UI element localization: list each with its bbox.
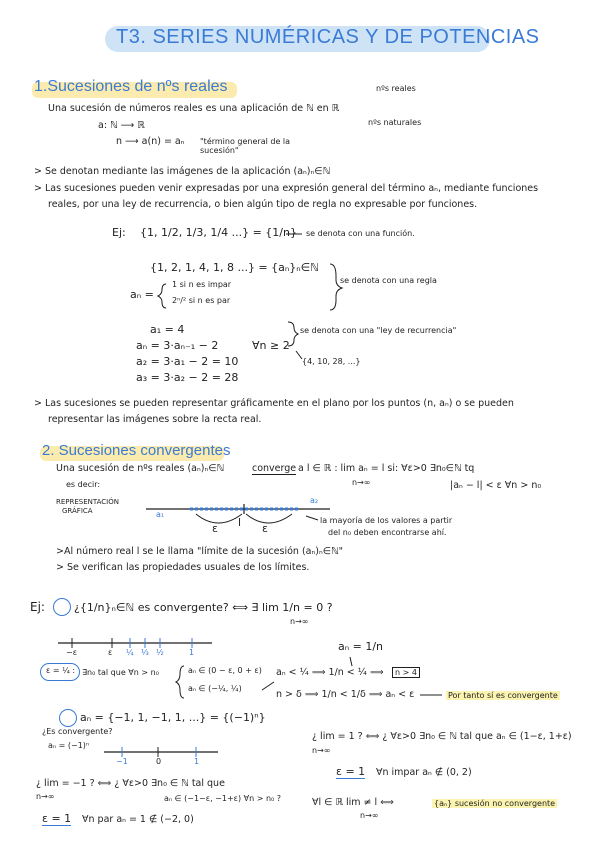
- ineq-1: aₙ < ¼ ⟹ 1/n < ¼ ⟹: [276, 667, 384, 678]
- ex-q2-an: aₙ = (−1)ⁿ: [48, 741, 90, 750]
- note-arrow: [306, 516, 318, 520]
- ex-q1-sub: n→∞: [290, 617, 309, 626]
- arrow-ex3: [296, 351, 302, 359]
- section1-heading: 1.Sucesiones de nºs reales: [34, 78, 228, 95]
- eps-quarter-text: ∃n₀ tal que ∀n > n₀: [82, 668, 159, 677]
- example-2: {1, 2, 1, 4, 1, 8 ...} = {aₙ}ₙ∈ℕ: [150, 261, 320, 274]
- final-note: {aₙ} sucesión no convergente: [434, 799, 556, 808]
- example-3-seq: {4, 10, 28, ...}: [302, 357, 361, 366]
- conv-def-word: converge: [252, 463, 297, 474]
- rep-note-2: del n₀ deben encontrarse ahí.: [328, 528, 447, 537]
- section2-heading: 2. Sucesiones convergentes: [42, 442, 231, 459]
- conv-def-c: |aₙ − l| < ε ∀n > n₀: [450, 480, 542, 491]
- ineq-2-note: Por tanto sí es convergente: [448, 691, 558, 700]
- ineq-1-box: n > 4: [392, 667, 420, 678]
- axis-label-half: ½: [156, 648, 164, 657]
- an-equals: aₙ = 1/n: [338, 640, 384, 653]
- ex2-label-zero: 0: [156, 757, 162, 766]
- example-2-case1: 1 si n es impar: [172, 280, 232, 289]
- eps1-left: ε = 1: [42, 812, 72, 825]
- rep-eps-right: ε: [262, 522, 268, 535]
- note-naturales: nºs naturales: [368, 118, 422, 127]
- bullet-grafica-a: > Las sucesiones se pueden representar gráficamente en el plano por los puntos (n, aₙ) o se pueden: [34, 398, 514, 409]
- ex-q1: ¿{1/n}ₙ∈ℕ es convergente? ⟺ ∃ lim 1/n = 0 ?: [74, 601, 333, 614]
- es-decir: es decir:: [66, 480, 101, 489]
- ex-circle-2: [59, 709, 77, 727]
- conv-def-a: Una sucesión de nºs reales (aₙ)ₙ∈ℕ: [56, 463, 225, 474]
- brace-conds: [176, 666, 184, 698]
- example-2-an: aₙ =: [130, 288, 154, 301]
- example-1-note: se denota con una función.: [306, 229, 415, 238]
- conv-def-b: a l ∈ ℝ : lim aₙ = l si: ∀ε>0 ∃n₀∈ℕ tq: [298, 463, 475, 474]
- example-3-note: se denota con una "ley de recurrencia": [300, 326, 457, 335]
- definition-text: Una sucesión de números reales es una aplicación de ℕ en ℝ: [48, 103, 340, 114]
- ex-q2-label: ¿Es convergente?: [42, 727, 113, 736]
- map-line-2: n ⟶ a(n) = aₙ: [116, 136, 185, 147]
- ex-q2: aₙ = {−1, 1, −1, 1, ...} = {(−1)ⁿ}: [80, 711, 266, 724]
- bullet-expresadas-b: reales, por una ley de recurrencia, o bien algún tipo de regla no expresable por funciones.: [48, 199, 478, 210]
- example-3-an: aₙ = 3·aₙ₋₁ − 2: [136, 339, 219, 352]
- ex-ej-label: Ej:: [30, 600, 45, 614]
- ej-label: Ej:: [112, 226, 126, 239]
- term-note: "término general de la sucesión": [200, 137, 291, 155]
- rep-label-1: REPRESENTACIÓN: [56, 498, 119, 506]
- ex2-label-one: 1: [194, 757, 200, 766]
- bullet-propiedades: > Se verifican las propiedades usuales de los límites.: [56, 562, 310, 573]
- brace-cases: [158, 284, 166, 308]
- lim-minus-one-question: ¿ lim = −1 ? ⟺ ¿ ∀ε>0 ∃n₀ ∈ ℕ tal que: [36, 778, 225, 789]
- eps-quarter: ε = ¼ :: [46, 666, 76, 675]
- brace-ex3: [288, 322, 298, 346]
- cond-1: aₙ ∈ (0 − ε, 0 + ε): [188, 666, 262, 675]
- rep-a2: a₂: [310, 496, 319, 505]
- lim-minus-one-sub: n→∞: [36, 792, 55, 801]
- epsilon-brace-right: [246, 514, 292, 523]
- rep-a1: a₁: [156, 510, 165, 519]
- example-3-a1: a₁ = 4: [150, 323, 185, 336]
- ineq-2: n > δ ⟹ 1/n < 1/δ ⟹ aₙ < ε: [276, 689, 415, 700]
- lim-one-sub: n→∞: [312, 746, 331, 755]
- rep-note-1: la mayoría de los valores a partir: [320, 516, 453, 525]
- bullet-grafica-b: representar las imágenes sobre la recta real.: [48, 414, 262, 425]
- example-2-note: se denota con una regla: [340, 276, 437, 285]
- note-reales: nºs reales: [376, 84, 416, 93]
- example-1: {1, 1/2, 1/3, 1/4 ...} = {1/n}: [140, 226, 297, 239]
- epsilon-brace-left: [196, 514, 242, 523]
- final-sub: n→∞: [360, 811, 379, 820]
- page-title: T3. SERIES NUMÉRICAS Y DE POTENCIAS: [116, 26, 540, 48]
- cond-2: aₙ ∈ (−¼, ¼): [188, 684, 242, 693]
- axis-label-quarter: ¼: [126, 648, 134, 657]
- axis-label-minus-eps: −ε: [66, 648, 78, 657]
- rep-eps-left: ε: [212, 522, 218, 535]
- example-3-forall: ∀n ≥ 2: [252, 339, 290, 352]
- example-3-a2: a₂ = 3·a₁ − 2 = 10: [136, 355, 239, 368]
- conv-def-lim-sub: n→∞: [352, 478, 371, 487]
- ex2-label-minus-one: −1: [116, 757, 128, 766]
- rep-label-2: GRÁFICA: [62, 507, 93, 515]
- eps1-left-text: ∀n par aₙ = 1 ∉ (−2, 0): [82, 814, 194, 825]
- lim-one-question: ¿ lim = 1 ? ⟺ ¿ ∀ε>0 ∃n₀ ∈ ℕ tal que aₙ ∈ (1−ε, 1+ε): [312, 731, 572, 742]
- arrow-ineq: [262, 682, 274, 690]
- ex-circle-1: [53, 598, 71, 616]
- final-statement: ∀l ∈ ℝ lim ≠ l ⟺: [312, 797, 394, 808]
- brace-ex2: [330, 264, 342, 310]
- eps1-right: ε = 1: [336, 765, 366, 778]
- bullet-denotan: > Se denotan mediante las imágenes de la aplicación (aₙ)ₙ∈ℕ: [34, 166, 331, 177]
- axis-label-third: ⅓: [141, 648, 149, 657]
- example-2-case2: 2ⁿ/² si n es par: [172, 296, 231, 305]
- bullet-expresadas-a: > Las sucesiones pueden venir expresadas por una expresión general del término aₙ, mediante funciones: [34, 183, 539, 194]
- eps1-right-text: ∀n impar aₙ ∉ (0, 2): [376, 767, 472, 778]
- axis-label-eps: ε: [108, 648, 113, 657]
- bullet-limite: >Al número real l se le llama "límite de la sucesión (aₙ)ₙ∈ℕ": [56, 546, 344, 557]
- axis-label-one: 1: [189, 648, 195, 657]
- rep-l: l: [238, 516, 242, 529]
- lim-minus-one-question-2: aₙ ∈ (−1−ε, −1+ε) ∀n > n₀ ?: [164, 794, 282, 803]
- example-3-a3: a₃ = 3·a₂ − 2 = 28: [136, 371, 239, 384]
- arrow-an: [350, 657, 352, 666]
- map-line-1: a: ℕ ⟶ ℝ: [98, 120, 145, 131]
